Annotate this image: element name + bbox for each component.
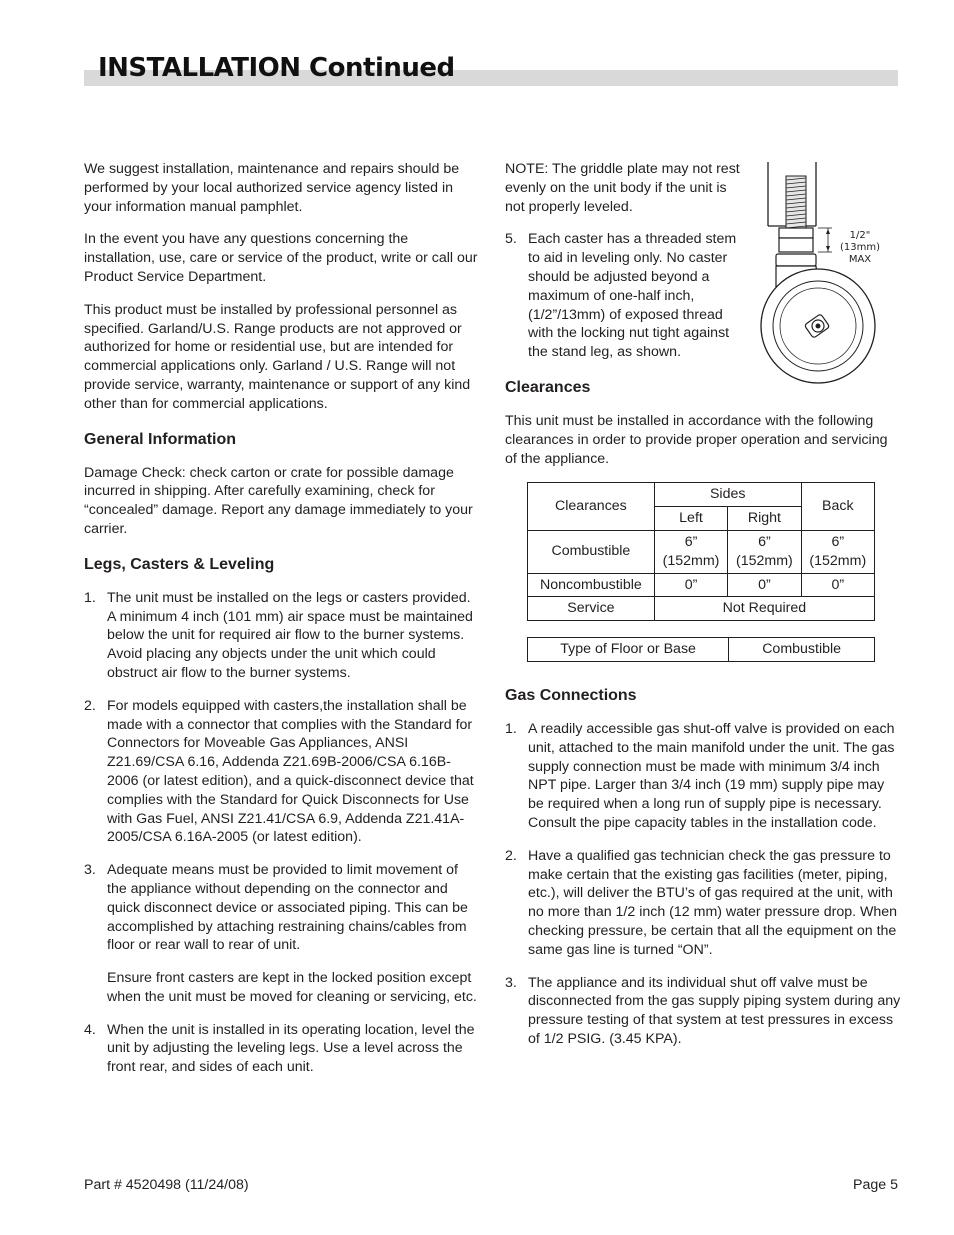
cell-value: 6” [684, 533, 698, 550]
cell-value: 6” [831, 533, 845, 550]
legs-casters-heading: Legs, Casters & Leveling [84, 555, 275, 573]
list-item [505, 847, 901, 960]
item-number: 3. [84, 862, 96, 879]
clearances-heading: Clearances [505, 378, 591, 396]
table-row [528, 597, 875, 621]
table-cell [654, 530, 727, 573]
table-row [528, 573, 875, 597]
list-item [505, 230, 746, 362]
item-number: 2. [84, 697, 96, 714]
general-information-text: Damage Check: check carton or crate for possible damage incurred in shipping. After carefully examining, check for “concealed” damage. Report any damage immediately to your carrier. [84, 464, 473, 537]
table-cell: Type of Floor or Base [528, 638, 729, 662]
intro-paragraph: We suggest installation, maintenance and repairs should be performed by your local authorized service agency listed in your information manual pamphlet. [84, 161, 460, 215]
table-row [528, 483, 875, 507]
list-item [84, 1021, 480, 1077]
table-cell: 0” [801, 573, 874, 597]
table-cell: Combustible [729, 638, 875, 662]
page-number: Page 5 [853, 1177, 898, 1193]
left-column [84, 160, 480, 1091]
item-number: 1. [84, 589, 96, 606]
general-information-heading: General Information [84, 430, 237, 448]
list-item [84, 589, 480, 683]
table-cell: 0” [728, 573, 801, 597]
item-number: 3. [505, 974, 517, 991]
table-header-back: Back [801, 483, 874, 531]
table-header-sides: Sides [654, 483, 801, 507]
item-number: 5. [505, 231, 517, 248]
table-cell [801, 530, 874, 573]
item-text: The appliance and its individual shut off valve must be disconnected from the gas supply piping system during any pressure testing of that system at test pressures in excess of 1/2 PSIG. (3.45 KPA). [528, 974, 901, 1047]
item-number: 4. [84, 1021, 96, 1038]
caster-diagram [760, 162, 900, 390]
table-header-clearances: Clearances [528, 483, 655, 531]
dimension-label: (13mm) [839, 242, 881, 253]
table-cell: Not Required [654, 597, 874, 621]
part-number: Part # 4520498 (11/24/08) [84, 1177, 249, 1193]
floor-table [527, 637, 875, 662]
table-cell: Noncombustible [528, 573, 655, 597]
clearances-text: This unit must be installed in accordance with the following clearances in order to provide proper operation and servicing of the appliance. [505, 412, 888, 467]
item-text: The unit must be installed on the legs or casters provided. A minimum 4 inch (101 mm) air space must be maintained below the unit for required air flow to the burner systems. Avoid placing any objects under the unit which could obstruct air flow to the burner systems. [107, 589, 473, 681]
table-row [528, 530, 875, 573]
table-cell: 0” [654, 573, 727, 597]
table-header-right: Right [728, 507, 801, 531]
item-text: Each caster has a threaded stem to aid in leveling only. No caster should be adjusted beyond a maximum of one-half inch, (1/2”/13mm) of exposed thread with the locking nut tight against the stand leg, as shown. [528, 231, 737, 361]
item-text: For models equipped with casters,the installation shall be made with a connector that complies with the Standard for Connectors for Moveable Gas Appliances, ANSI Z21.69/CSA 6.16, Addenda Z21.69B-2006/CSA 6.16B-2006 (or latest edition), and a quick-disconnect device that complies with the Standard for Quick Disconnects for Use with Gas Fuel, ANSI Z21.41/CSA 6.9, Addenda Z21.41A-2005/CSA 6.16A-2005 (or latest edition). [107, 697, 474, 846]
list-item [84, 697, 480, 847]
item-text: Adequate means must be provided to limit movement of the appliance without depending on the connector and quick disconnect device or associated piping. This can be accomplished by attaching restraining chains/cables from floor or rear wall to rear of unit. [107, 862, 468, 954]
legs-list [84, 589, 480, 1077]
cell-value: 6” [758, 533, 771, 550]
intro-paragraph: In the event you have any questions concerning the installation, use, care or service of the product, write or call our Product Service Department. [84, 231, 478, 285]
item-text: Have a qualified gas technician check the gas pressure to make certain that the existing gas facilities (meter, piping, etc.), will deliver the BTU’s of gas required at the unit, with no more than 1/2 inch (12 mm) water pressure drop. When checking pressure, be certain that all the equipment on the same gas line is turned “ON”. [528, 847, 898, 958]
item-number: 2. [505, 847, 517, 864]
leveling-note: NOTE: The griddle plate may not rest evenly on the unit body if the unit is not properly leveled. [505, 161, 740, 215]
table-cell [728, 530, 801, 573]
table-cell: Service [528, 597, 655, 621]
dimension-label: MAX [848, 254, 872, 265]
page-title: INSTALLATION Continued [98, 53, 455, 83]
item-number: 1. [505, 720, 517, 737]
table-cell: Combustible [528, 530, 655, 573]
gas-connections-heading: Gas Connections [505, 686, 637, 704]
cell-value: (152mm) [736, 552, 793, 569]
item-text: When the unit is installed in its operating location, level the unit by adjusting the leveling legs. Use a level across the front rear, and sides of each unit. [107, 1021, 475, 1076]
cell-value: (152mm) [662, 552, 720, 569]
dimension-label: 1/2" [849, 230, 871, 241]
list-item [505, 974, 901, 1049]
list-item [84, 861, 480, 1007]
item-text: A readily accessible gas shut-off valve is provided on each unit, attached to the main manifold under the unit. The gas supply connection must be made with minimum 3/4 inch NPT pipe. Larger than 3/4 inch (19 mm) supply pipe may be required when a long run of supply pipe is necessary. Consult the pipe capacity tables in the installation code. [528, 720, 895, 831]
cell-value: (152mm) [809, 552, 867, 569]
item-subtext: Ensure front casters are kept in the locked position except when the unit must be moved for cleaning or servicing, etc. [107, 970, 477, 1005]
table-header-left: Left [654, 507, 727, 531]
intro-paragraph: This product must be installed by professional personnel as specified. Garland/U.S. Range products are not approved or authorized for home or residential use, but are intended for commercial applications only. Garland / U.S. Range will not provide service, warranty, maintenance or support of any kind other than for commercial applications. [84, 301, 471, 412]
list-item [505, 720, 901, 833]
gas-list [505, 720, 901, 1049]
clearances-table [527, 482, 875, 621]
table-row [528, 638, 875, 662]
